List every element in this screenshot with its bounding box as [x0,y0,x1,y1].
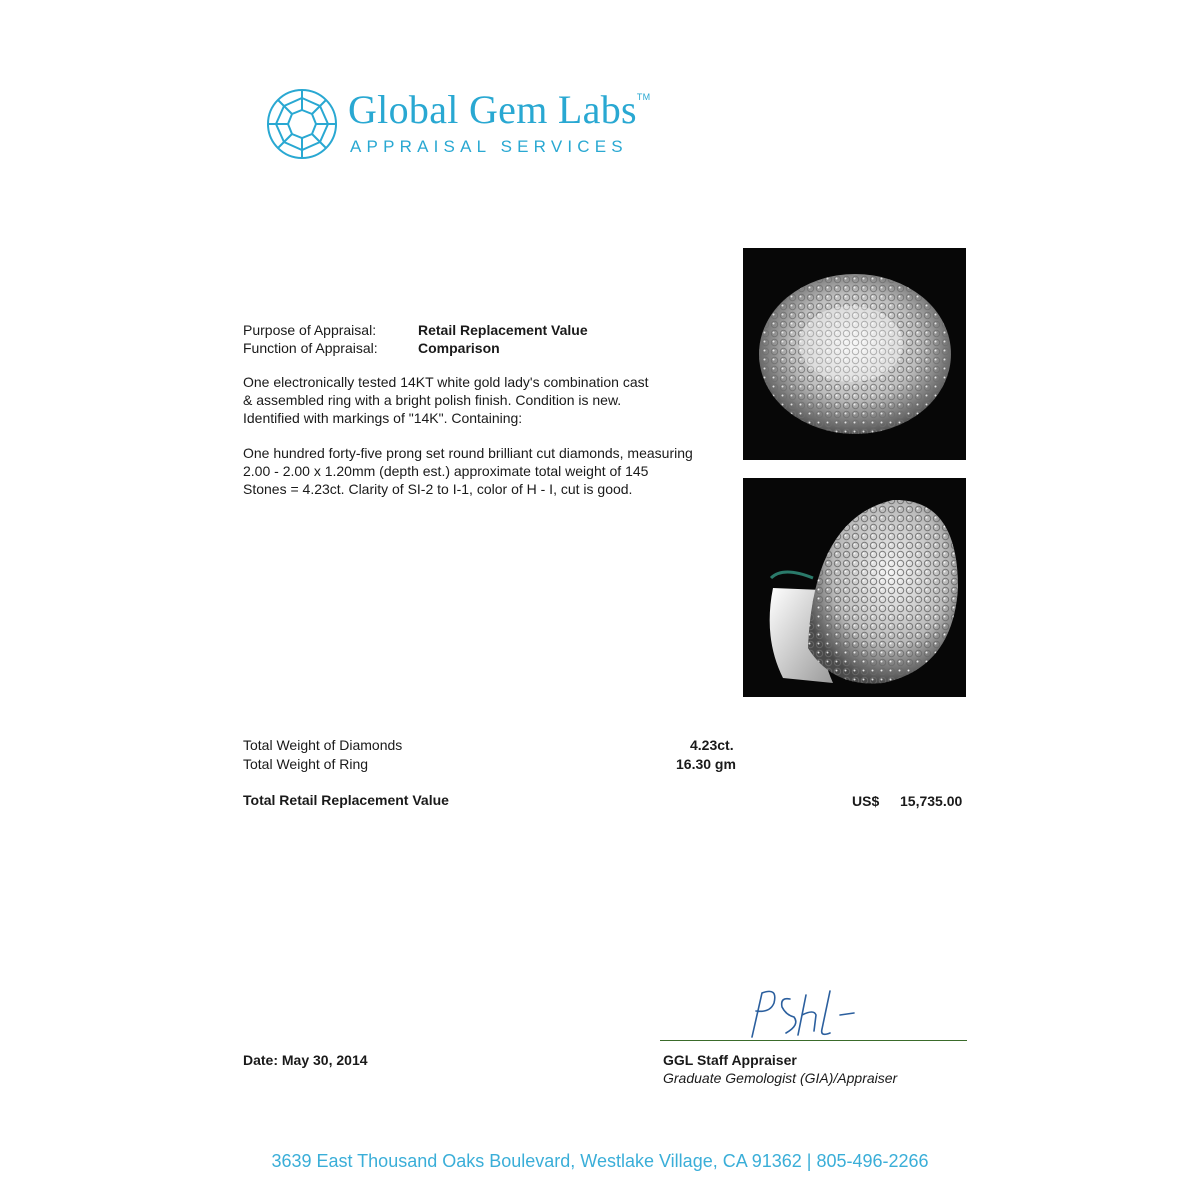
ring-weight-label: Total Weight of Ring [243,756,369,772]
description-line: Stones = 4.23ct. Clarity of SI-2 to I-1, color of H - I, cut is good. [243,481,633,497]
appraiser-credential: Graduate Gemologist (GIA)/Appraiser [663,1070,898,1086]
stone-description [243,444,723,498]
diamonds-weight-label: Total Weight of Diamonds [243,737,403,753]
ring-weight-value: 16.30 gm [676,756,736,772]
diamonds-weight-value: 4.23ct. [690,737,734,753]
appraisal-date: Date: May 30, 2014 [243,1052,368,1068]
retail-value-amount: 15,735.00 [900,793,963,809]
signature-line [660,1040,967,1041]
description-line: Identified with markings of "14K". Containing: [243,410,523,426]
currency-label: US$ [852,793,880,809]
trademark-mark: TM [636,92,651,102]
footer-address: 3639 East Thousand Oaks Boulevard, Westlake Village, CA 91362 | 805-496-2266 [271,1151,929,1171]
appraiser-title: GGL Staff Appraiser [663,1052,797,1068]
logo-name-text: Global Gem Labs [348,87,637,132]
description-line: One electronically tested 14KT white gold lady's combination cast [243,374,649,390]
purpose-label: Purpose of Appraisal: [243,322,377,338]
logo-wordmark [348,86,650,133]
signature-image [740,985,860,1045]
item-description [243,373,723,427]
function-value: Comparison [418,340,500,356]
description-line: & assembled ring with a bright polish finish. Condition is new. [243,392,622,408]
gem-logo-icon [266,88,338,160]
logo-subtitle: APPRAISAL SERVICES [350,137,628,156]
retail-value-label: Total Retail Replacement Value [243,792,449,808]
purpose-value: Retail Replacement Value [418,322,588,338]
function-label: Function of Appraisal: [243,340,378,356]
ring-photo-side [743,478,966,697]
description-line: 2.00 - 2.00 x 1.20mm (depth est.) approximate total weight of 145 [243,463,649,479]
ring-photo-top [743,248,966,460]
description-line: One hundred forty-five prong set round brilliant cut diamonds, measuring [243,445,693,461]
